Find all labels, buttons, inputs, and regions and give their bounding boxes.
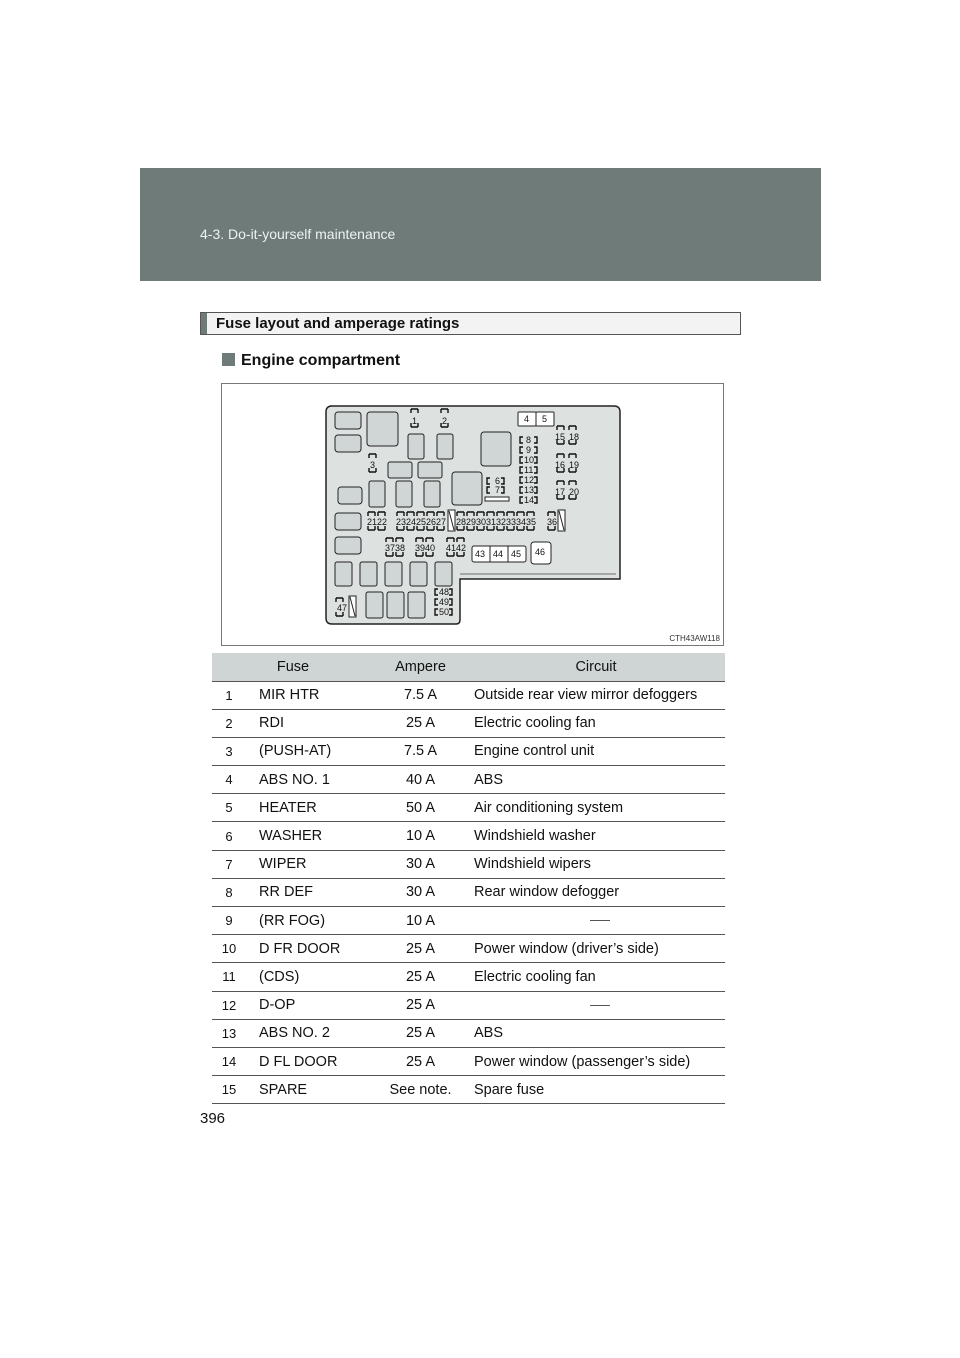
relay-block xyxy=(360,562,377,586)
relay-block xyxy=(335,537,361,554)
fuse-name: D FR DOOR xyxy=(246,935,374,963)
fuse-label: 6 xyxy=(495,476,501,486)
relay-block xyxy=(388,462,412,478)
fuse-label: 5 xyxy=(542,414,548,424)
fuse-ampere: 50 A xyxy=(374,794,467,822)
fuse-ampere: 25 A xyxy=(374,963,467,991)
fuse-box-figure xyxy=(221,383,724,646)
fuse-name: WASHER xyxy=(246,822,374,850)
fuse-ampere: 30 A xyxy=(374,850,467,878)
fuse-ampere: 30 A xyxy=(374,878,467,906)
relay-block xyxy=(410,562,427,586)
table-row xyxy=(212,1019,725,1047)
fuse-number: 7 xyxy=(212,850,246,878)
fuse-label: 16 xyxy=(555,460,566,470)
table-row xyxy=(212,963,725,991)
relay-block xyxy=(435,562,452,586)
fuse-label: 42 xyxy=(456,543,467,553)
fuse-label: 41 xyxy=(446,543,457,553)
fuse-circuit: Power window (passenger’s side) xyxy=(467,1047,725,1075)
fuse-name: ABS NO. 2 xyxy=(246,1019,374,1047)
column-header-circuit: Circuit xyxy=(467,653,725,681)
empty-circuit-dash xyxy=(590,920,610,921)
fuse-ampere: 25 A xyxy=(374,1019,467,1047)
fuse-label: 21 xyxy=(367,517,378,527)
fuse-circuit: Air conditioning system xyxy=(467,794,725,822)
fuse-label: 18 xyxy=(569,432,580,442)
fuse-number: 3 xyxy=(212,737,246,765)
relay-block xyxy=(335,513,361,530)
fuse-label: 27 xyxy=(436,517,447,527)
table-row xyxy=(212,794,725,822)
relay-block xyxy=(385,562,402,586)
fuse-name: D-OP xyxy=(246,991,374,1019)
fuse-label: 11 xyxy=(524,465,534,475)
fuse-circuit: Rear window defogger xyxy=(467,878,725,906)
fuse-name: (PUSH-AT) xyxy=(246,737,374,765)
fuse-circuit: Windshield washer xyxy=(467,822,725,850)
header-band xyxy=(140,168,821,281)
fuse-ampere: 40 A xyxy=(374,766,467,794)
fuse-label: 29 xyxy=(466,517,477,527)
fuse-label: 4 xyxy=(524,414,530,424)
relay-block xyxy=(452,472,482,505)
fuse-name: HEATER xyxy=(246,794,374,822)
fuse-number: 10 xyxy=(212,935,246,963)
table-row xyxy=(212,935,725,963)
relay-block xyxy=(366,592,383,618)
fuse-label: 9 xyxy=(526,445,532,455)
table-row xyxy=(212,991,725,1019)
fuse-ampere: See note. xyxy=(374,1076,467,1104)
table-row xyxy=(212,1047,725,1075)
fuse-label: 48 xyxy=(439,587,450,597)
fuse-label: 34 xyxy=(516,517,527,527)
fuse-circuit: Electric cooling fan xyxy=(467,963,725,991)
fuse-box-diagram xyxy=(222,384,725,647)
fuse-name: (RR FOG) xyxy=(246,907,374,935)
fuse-label: 23 xyxy=(396,517,407,527)
relay-block xyxy=(408,592,425,618)
fuse-number: 1 xyxy=(212,681,246,709)
fuse-label: 20 xyxy=(569,487,580,497)
fuse-label: 47 xyxy=(337,603,348,613)
fuse-circuit: Outside rear view mirror defoggers xyxy=(467,681,725,709)
fuse-circuit: Spare fuse xyxy=(467,1076,725,1104)
table-header-row xyxy=(212,653,725,681)
fuse-label: 26 xyxy=(426,517,437,527)
fuse-number: 12 xyxy=(212,991,246,1019)
relay-block xyxy=(387,592,404,618)
fuse-label: 12 xyxy=(524,475,535,485)
relay-block xyxy=(335,562,352,586)
fuse-label: 40 xyxy=(425,543,436,553)
fuse-number: 14 xyxy=(212,1047,246,1075)
table-row xyxy=(212,1076,725,1104)
fuse-number: 13 xyxy=(212,1019,246,1047)
fuse-ampere: 25 A xyxy=(374,1047,467,1075)
relay-block xyxy=(408,434,424,459)
fuse-number: 2 xyxy=(212,709,246,737)
column-header-fuse: Fuse xyxy=(212,653,374,681)
fuse-label: 43 xyxy=(475,549,486,559)
fuse-label: 8 xyxy=(526,435,532,445)
fuse-label: 38 xyxy=(395,543,406,553)
fuse-label: 10 xyxy=(524,455,535,465)
fuse-label: 25 xyxy=(416,517,427,527)
fuse-label: 35 xyxy=(526,517,537,527)
fuse-name: D FL DOOR xyxy=(246,1047,374,1075)
table-row xyxy=(212,878,725,906)
fuse-label: 2 xyxy=(442,416,448,426)
fuse-number: 8 xyxy=(212,878,246,906)
fuse-circuit: Power window (driver’s side) xyxy=(467,935,725,963)
relay-block xyxy=(369,481,385,507)
fuse-number: 4 xyxy=(212,766,246,794)
fuse-label: 14 xyxy=(524,495,535,505)
fuse-label: 15 xyxy=(555,432,566,442)
fuse-circuit xyxy=(467,991,725,1019)
column-header-ampere: Ampere xyxy=(374,653,467,681)
fuse-puller-slot xyxy=(485,497,509,501)
fuse-circuit: ABS xyxy=(467,1019,725,1047)
fuse-name: MIR HTR xyxy=(246,681,374,709)
figure-code: CTH43AW118 xyxy=(669,634,720,643)
fuse-ampere: 25 A xyxy=(374,709,467,737)
relay-block xyxy=(396,481,412,507)
fuse-number: 5 xyxy=(212,794,246,822)
fuse-label: 22 xyxy=(377,517,388,527)
fuse-label: 24 xyxy=(406,517,417,527)
section-title: Fuse layout and amperage ratings xyxy=(216,315,460,332)
fuse-label: 28 xyxy=(456,517,467,527)
relay-block xyxy=(335,412,361,429)
table-row xyxy=(212,822,725,850)
fuse-label: 3 xyxy=(370,460,376,470)
fuse-label: 36 xyxy=(547,517,558,527)
relay-block xyxy=(367,412,398,446)
fuse-label: 44 xyxy=(493,549,504,559)
fuse-label: 30 xyxy=(476,517,487,527)
fuse-label: 17 xyxy=(555,487,566,497)
table-row xyxy=(212,681,725,709)
fuse-label: 31 xyxy=(486,517,497,527)
relay-block xyxy=(424,481,440,507)
fuse-label: 45 xyxy=(511,549,522,559)
fuse-label: 46 xyxy=(535,547,546,557)
relay-block xyxy=(335,435,361,452)
fuse-number: 11 xyxy=(212,963,246,991)
fuse-number: 6 xyxy=(212,822,246,850)
subsection-title: Engine compartment xyxy=(241,352,401,369)
fuse-label: 1 xyxy=(412,416,418,426)
fuse-table xyxy=(212,653,725,1104)
relay-block xyxy=(338,487,362,504)
fuse-number: 15 xyxy=(212,1076,246,1104)
fuse-name: SPARE xyxy=(246,1076,374,1104)
fuse-name: ABS NO. 1 xyxy=(246,766,374,794)
fuse-name: WIPER xyxy=(246,850,374,878)
fuse-name: (CDS) xyxy=(246,963,374,991)
fuse-label: 37 xyxy=(385,543,396,553)
table-row xyxy=(212,709,725,737)
fuse-ampere: 25 A xyxy=(374,935,467,963)
fuse-label: 13 xyxy=(524,485,535,495)
fuse-label: 39 xyxy=(415,543,426,553)
fuse-number: 9 xyxy=(212,907,246,935)
fuse-name: RR DEF xyxy=(246,878,374,906)
fuse-label: 49 xyxy=(439,597,450,607)
fuse-ampere: 25 A xyxy=(374,991,467,1019)
relay-block xyxy=(418,462,442,478)
fuse-circuit: Engine control unit xyxy=(467,737,725,765)
fuse-table-body xyxy=(212,681,725,1104)
fuse-ampere: 7.5 A xyxy=(374,681,467,709)
fuse-circuit: ABS xyxy=(467,766,725,794)
table-row xyxy=(212,766,725,794)
relay-block xyxy=(481,432,511,466)
fuse-label: 32 xyxy=(496,517,507,527)
fuse-ampere: 10 A xyxy=(374,907,467,935)
table-row xyxy=(212,850,725,878)
breadcrumb: 4-3. Do-it-yourself maintenance xyxy=(200,226,396,242)
fuse-ampere: 7.5 A xyxy=(374,737,467,765)
fuse-circuit xyxy=(467,907,725,935)
fuse-label: 7 xyxy=(495,485,501,495)
section-title-accent xyxy=(201,313,207,334)
fuse-ampere: 10 A xyxy=(374,822,467,850)
table-row xyxy=(212,907,725,935)
square-bullet-icon xyxy=(222,353,235,366)
fuse-name: RDI xyxy=(246,709,374,737)
table-row xyxy=(212,737,725,765)
subsection-heading xyxy=(222,352,400,370)
fuse-label: 50 xyxy=(439,607,450,617)
section-title-box xyxy=(200,312,741,335)
fuse-label: 33 xyxy=(506,517,517,527)
fuse-circuit: Windshield wipers xyxy=(467,850,725,878)
fuse-label: 19 xyxy=(569,460,580,470)
fuse-circuit: Electric cooling fan xyxy=(467,709,725,737)
empty-circuit-dash xyxy=(590,1005,610,1006)
relay-block xyxy=(437,434,453,459)
page-number: 396 xyxy=(200,1110,226,1127)
